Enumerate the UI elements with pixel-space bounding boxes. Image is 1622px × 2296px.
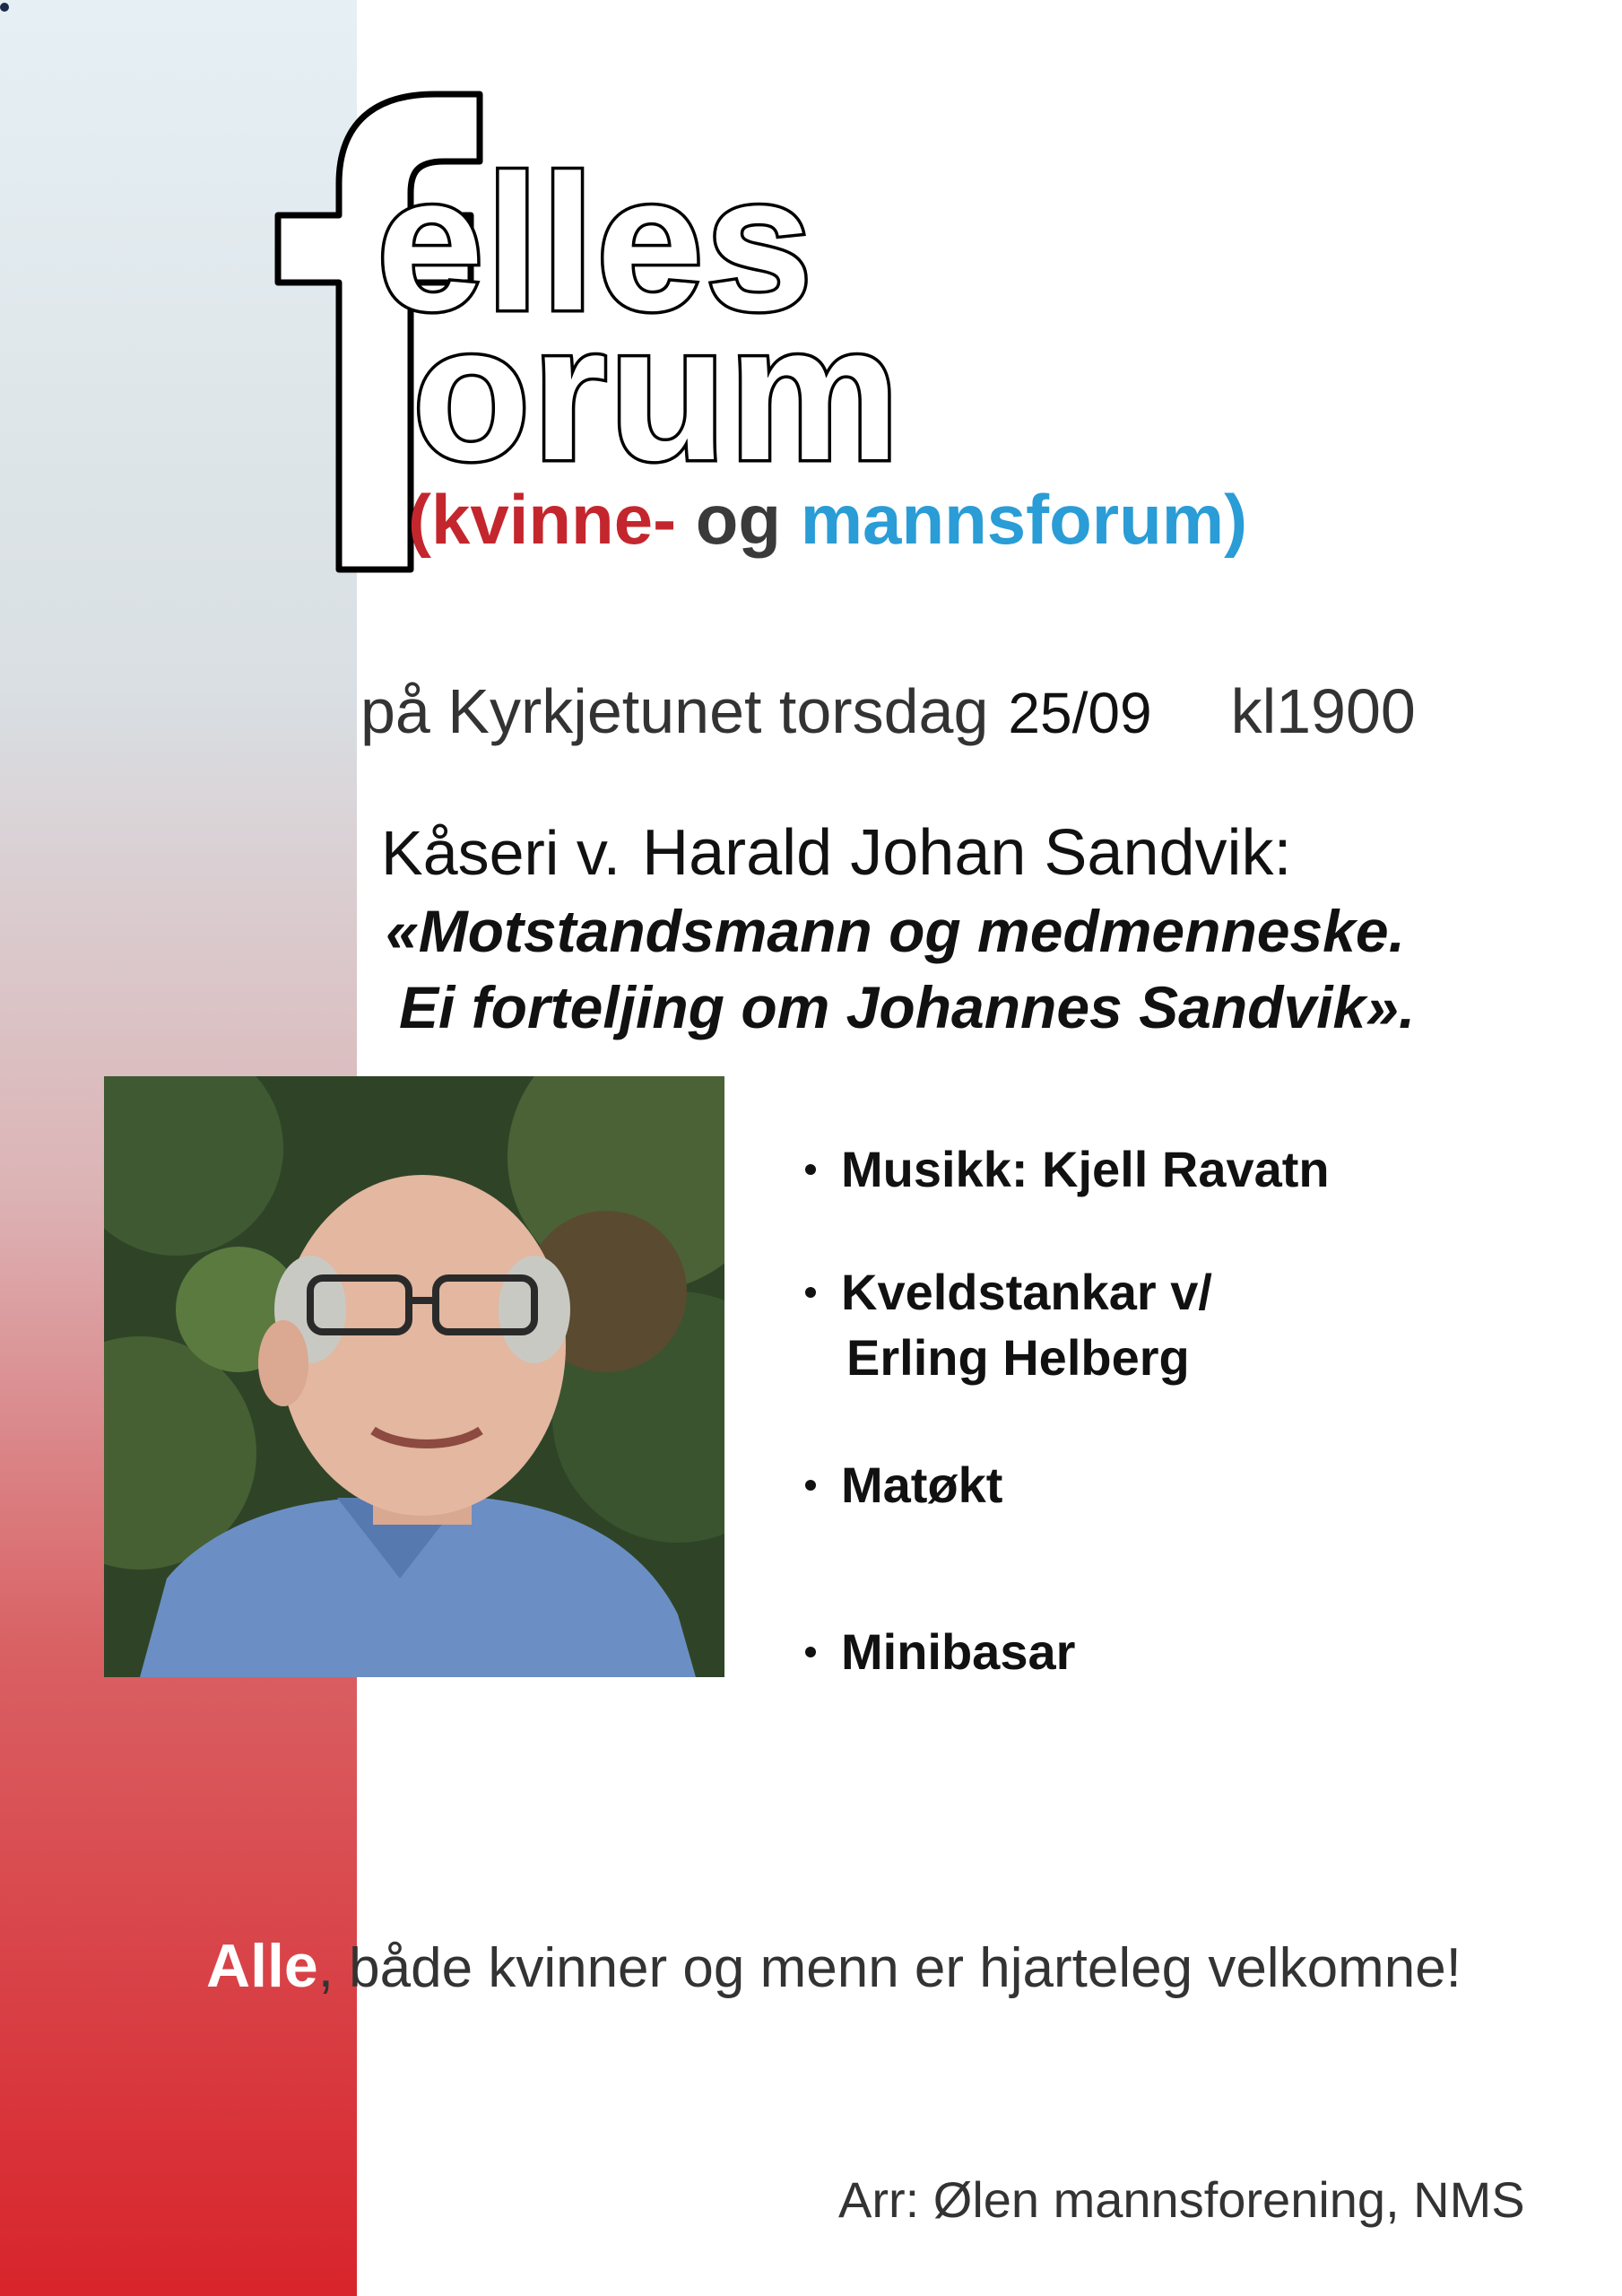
- program-evening-line-1: Kveldstankar v/: [841, 1264, 1212, 1320]
- welcome-highlight: Alle: [206, 1932, 318, 2000]
- program-food-label: Matøkt: [841, 1457, 1003, 1513]
- event-location: på Kyrkjetunet torsdag: [360, 676, 989, 746]
- program-bazaar-label: Minibasar: [841, 1623, 1076, 1680]
- program-music-label: Musikk: Kjell Ravatn: [841, 1141, 1330, 1197]
- talk-prefix: Kåseri v.: [381, 818, 621, 888]
- event-when-line: [360, 676, 1416, 746]
- bullet-dot: [805, 1647, 816, 1657]
- subtitle-mannsforum: mannsforum): [800, 480, 1248, 559]
- speaker-photo-illustration: [104, 1076, 724, 1677]
- talk-title-line-2: Ei forteljing om Johannes Sandvik».: [399, 974, 1416, 1040]
- event-date: 25/09: [1008, 681, 1152, 745]
- program-item-music: [805, 1137, 1330, 1203]
- welcome-text: , både kvinner og menn er hjarteleg velkomne!: [317, 1937, 1462, 1999]
- program-evening-line-2: Erling Helberg: [846, 1328, 1190, 1386]
- subtitle-kvinne: (kvinne-: [408, 480, 677, 559]
- program-item-food: [805, 1453, 1002, 1518]
- bullet-dot: [805, 1164, 816, 1175]
- program-item-evening-thoughts: [805, 1260, 1212, 1391]
- logo-word-orum: orum: [412, 284, 902, 500]
- program-item-bazaar: [805, 1620, 1075, 1685]
- felles-forum-logo: [269, 85, 1273, 587]
- bullet-dot: [805, 1480, 816, 1491]
- talk-speaker-line: [381, 817, 1292, 889]
- talk-title-line-1: «Motstandsmann og medmenneske.: [386, 898, 1405, 964]
- logo-word-elles: elles: [377, 135, 815, 351]
- organizer-line: Arr: Ølen mannsforening, NMS: [838, 2171, 1525, 2228]
- event-time: kl1900: [1230, 676, 1416, 746]
- welcome-line: [206, 1932, 1462, 2000]
- corner-dot: [0, 3, 9, 12]
- subtitle-og: og: [695, 480, 782, 559]
- talk-speaker: Harald Johan Sandvik:: [642, 817, 1292, 889]
- bullet-dot: [805, 1287, 816, 1298]
- speaker-photo: [104, 1076, 724, 1677]
- logo-subtitle: [408, 480, 1248, 559]
